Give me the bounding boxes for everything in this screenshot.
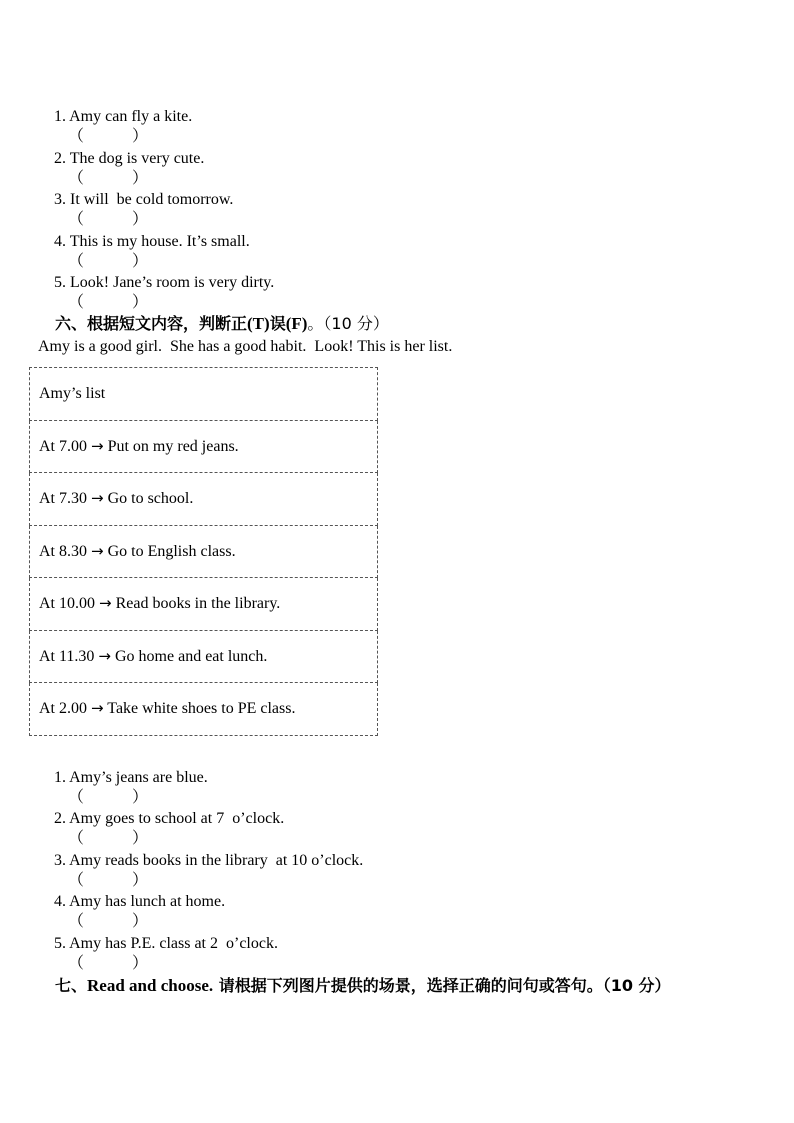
list-row <box>30 420 378 473</box>
list-task: Go to English class. <box>107 542 236 560</box>
list-task: Go to school. <box>107 490 194 508</box>
list-task: Take white shoes to PE class. <box>107 700 296 718</box>
heading-mid: 误 <box>269 314 286 333</box>
list-time: At 8.30 <box>39 542 87 560</box>
heading-f: (F) <box>285 314 308 333</box>
heading-chinese: 请根据下列图片提供的场景，选择正确的问句或答句。（10 分） <box>213 976 671 995</box>
list-time: At 7.30 <box>39 490 87 508</box>
list-task: Put on my red jeans. <box>107 437 239 455</box>
heading-english: Read and choose. <box>87 976 214 995</box>
item-text: 1. Amy can fly a kite. <box>54 108 193 125</box>
item-text: 5. Look! Jane’s room is very dirty. <box>54 274 275 291</box>
list-row <box>30 473 378 526</box>
arrow-icon: → <box>91 489 104 508</box>
item-text: 4. This is my house. It’s small. <box>54 233 250 250</box>
answer-blank[interactable]: （ ） <box>68 872 149 889</box>
heading-prefix: 六、根据短文内容，判断正 <box>55 314 248 333</box>
answer-blank[interactable]: （ ） <box>68 294 149 311</box>
list-title: Amy’s list <box>30 368 378 421</box>
arrow-icon: → <box>99 594 112 613</box>
list-time: At 7.00 <box>39 437 87 455</box>
list-row <box>30 683 378 736</box>
list-row <box>30 578 378 631</box>
item-text: 2. The dog is very cute. <box>54 150 205 167</box>
list-task: Go home and eat lunch. <box>114 647 268 665</box>
answer-blank[interactable]: （ ） <box>68 789 149 806</box>
heading-suffix: 。（10 分） <box>307 314 389 333</box>
section7-heading <box>38 956 671 1016</box>
question-text: 3. Amy reads books in the library at 10 o’clock. <box>54 852 364 869</box>
arrow-icon: → <box>98 646 111 665</box>
list-time: At 10.00 <box>39 595 95 613</box>
answer-blank[interactable]: （ ） <box>68 170 149 187</box>
arrow-icon: → <box>91 699 104 718</box>
answer-blank[interactable]: （ ） <box>68 253 149 270</box>
list-title-row <box>30 368 378 421</box>
heading-prefix: 七、 <box>55 976 88 995</box>
answer-blank[interactable]: （ ） <box>68 830 149 847</box>
list-row <box>30 630 378 683</box>
section6-intro: Amy is a good girl. She has a good habit. Look! This is her list. <box>38 338 453 355</box>
question-text: 2. Amy goes to school at 7 o’clock. <box>54 810 285 827</box>
list-row <box>30 525 378 578</box>
question-text: 4. Amy has lunch at home. <box>54 893 226 910</box>
question-text: 1. Amy’s jeans are blue. <box>54 769 208 786</box>
arrow-icon: → <box>91 436 104 455</box>
list-time: At 2.00 <box>39 700 87 718</box>
arrow-icon: → <box>91 541 104 560</box>
list-task: Read books in the library. <box>115 595 281 613</box>
answer-blank[interactable]: （ ） <box>68 955 149 972</box>
answer-blank[interactable]: （ ） <box>68 128 149 145</box>
item-text: 3. It will be cold tomorrow. <box>54 191 234 208</box>
question-text: 5. Amy has P.E. class at 2 o’clock. <box>54 935 278 952</box>
list-time: At 11.30 <box>39 647 95 665</box>
answer-blank[interactable]: （ ） <box>68 211 149 228</box>
amys-list-table <box>29 367 378 736</box>
heading-t: (T) <box>247 314 270 333</box>
answer-blank[interactable]: （ ） <box>68 913 149 930</box>
